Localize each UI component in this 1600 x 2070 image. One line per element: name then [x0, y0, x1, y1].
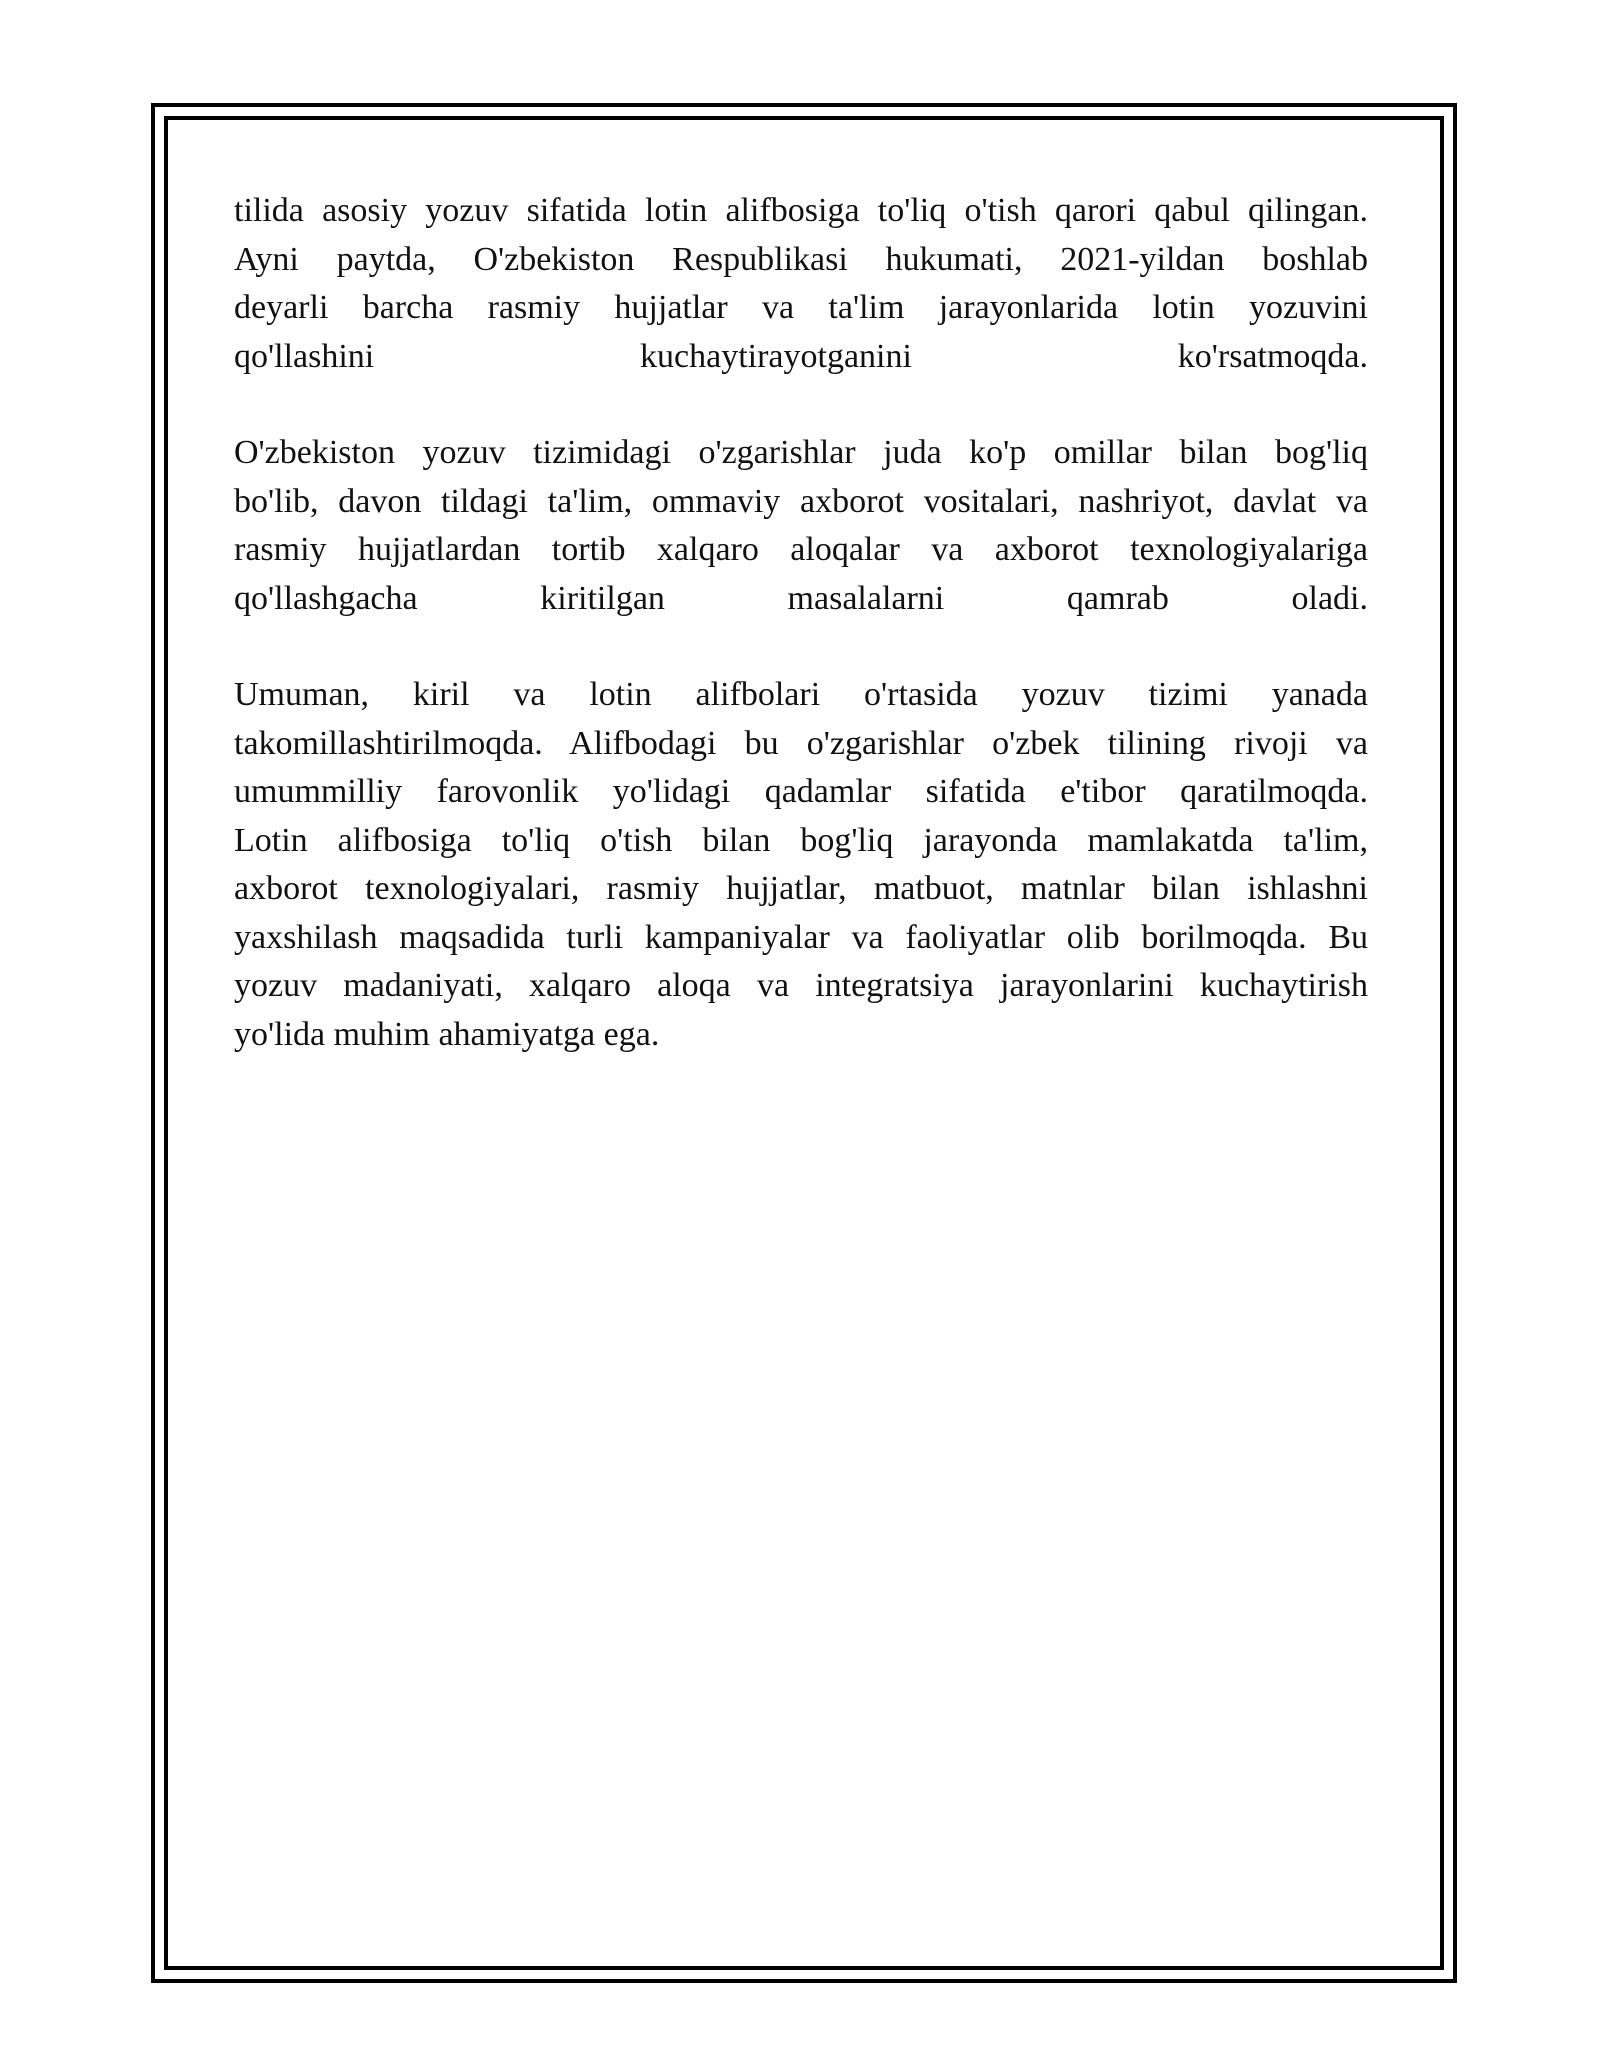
- paragraph-2: [234, 429, 1368, 623]
- paragraph-line: Ayni paytda, O'zbekiston Respublikasi hukumati, 2021-yildan boshlab: [234, 240, 1368, 278]
- paragraph-line: Umuman, kiril va lotin alifbolari o'rtasida yozuv tizimi yanada: [234, 676, 1368, 713]
- paragraph-line: qo'llashgacha kiritilgan masalalarni qamrab oladi.: [234, 579, 1368, 617]
- paragraph-line: Lotin alifbosiga to'liq o'tish bilan bog'liq jarayonda mamlakatda ta'lim,: [234, 821, 1368, 859]
- paragraph-line: axborot texnologiyalari, rasmiy hujjatlar, matbuot, matnlar bilan ishlashni: [234, 870, 1368, 907]
- paragraph-line: tilida asosiy yozuv sifatida lotin alifbosiga to'liq o'tish qarori qabul qilingan.: [234, 192, 1368, 229]
- document-body: [234, 187, 1368, 1107]
- paragraph-line: deyarli barcha rasmiy hujjatlar va ta'lim jarayonlarida lotin yozuvini: [234, 289, 1368, 326]
- paragraph-line: yozuv madaniyati, xalqaro aloqa va integratsiya jarayonlarini kuchaytirish: [234, 967, 1368, 1004]
- paragraph-line: takomillashtirilmoqda. Alifbodagi bu o'zgarishlar o'zbek tilining rivoji va: [234, 724, 1368, 762]
- paragraph-line: qo'llashini kuchaytirayotganini ko'rsatmoqda.: [234, 337, 1368, 375]
- paragraph-line: yaxshilash maqsadida turli kampaniyalar va faoliyatlar olib borilmoqda. Bu: [234, 918, 1368, 956]
- paragraph-1: [234, 187, 1368, 381]
- paragraph-line: O'zbekiston yozuv tizimidagi o'zgarishlar juda ko'p omillar bilan bog'liq: [234, 434, 1368, 471]
- paragraph-line: yo'lida muhim ahamiyatga ega.: [234, 1015, 660, 1053]
- paragraph-line: bo'lib, davon tildagi ta'lim, ommaviy axborot vositalari, nashriyot, davlat va: [234, 482, 1368, 520]
- paragraph-line: umummilliy farovonlik yo'lidagi qadamlar sifatida e'tibor qaratilmoqda.: [234, 773, 1368, 810]
- paragraph-line: rasmiy hujjatlardan tortib xalqaro aloqalar va axborot texnologiyalariga: [234, 531, 1368, 568]
- paragraph-3: [234, 671, 1368, 1059]
